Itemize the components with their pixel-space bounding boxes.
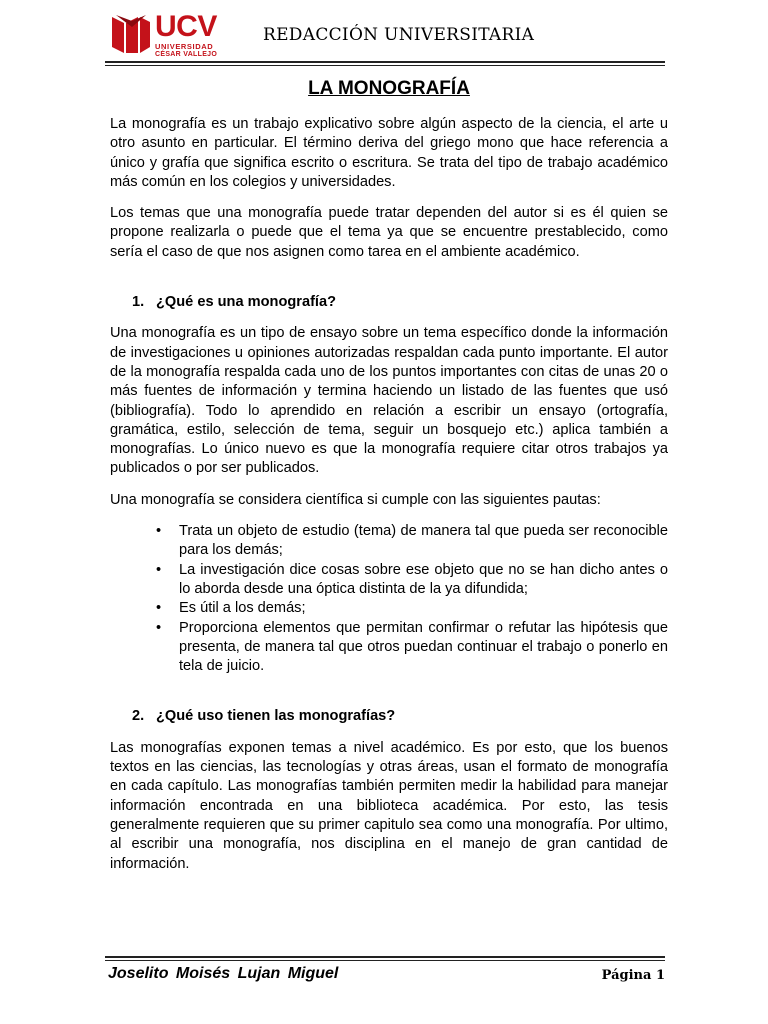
document-body [110, 76, 668, 886]
page-header [0, 0, 768, 70]
section-number: 1. [132, 294, 145, 311]
logo-wordmark: UCV [155, 10, 217, 43]
list-item [156, 619, 668, 677]
university-logo [110, 10, 242, 58]
intro-paragraph: La monografía es un trabajo explicativo sobre algún aspecto de la ciencia, el arte u otro asunto en particular. El término deriva del griego mono que hace referencia a único y grafía que significa escrito o escritura. Se trata del tipo de trabajo académico más común en los colegios y universidades. [110, 116, 668, 190]
header-divider-thin [105, 65, 665, 66]
section1-paragraph: Una monografía se considera científica si cumple con las siguientes pautas: [110, 491, 601, 508]
list-item [156, 599, 668, 618]
logo-subtitle-1: UNIVERSIDAD [155, 42, 214, 51]
list-item-text: La investigación dice cosas sobre ese objeto que no se han dicho antes o lo aborda desde una óptica distinta de la ya difundida; [179, 561, 668, 597]
document-title: LA MONOGRAFÍA [308, 78, 470, 99]
footer-divider-thin [105, 960, 665, 961]
ucv-shield-icon [110, 13, 152, 55]
list-item [156, 522, 668, 561]
list-item-text: Proporciona elementos que permitan confirmar o refutar las hipótesis que presenta, de manera tal que otros puedan continuar el trabajo o ponerlo en tela de juicio. [179, 619, 668, 675]
bullet-icon: • [156, 561, 162, 578]
page-footer [105, 950, 665, 990]
list-item-text: Es útil a los demás; [179, 600, 306, 617]
bullet-icon: • [156, 619, 162, 636]
criteria-list [110, 522, 668, 676]
page-number: Página 1 [601, 968, 665, 983]
section-heading-1 [132, 293, 668, 312]
footer-divider [105, 956, 665, 958]
section-heading-2 [132, 707, 668, 726]
header-divider [105, 61, 665, 63]
section-number: 2. [132, 708, 145, 725]
section2-paragraph: Las monografías exponen temas a nivel académico. Es por esto, que los buenos textos en las ciencias, las tecnologías y otras áreas, usan el formato de monografía en cada capítulo. Las monografías también permiten medir la habilidad para manejar información encontrada en una biblioteca académica. Por esto, las tesis generalmente requieren que su primer capitulo sea como una monografía. Por ultimo, al escribir una monografía, nos disciplina en el manejo de gran cantidad de información. [110, 739, 668, 872]
section-heading-text: ¿Qué es una monografía? [156, 294, 337, 311]
header-title: REDACCIÓN UNIVERSITARIA [263, 25, 535, 45]
list-item [156, 561, 668, 600]
footer-author: Joselito Moisés Lujan Miguel [108, 965, 339, 982]
section1-paragraph: Una monografía es un tipo de ensayo sobre un tema específico donde la información de investigaciones u opiniones autorizadas respaldan cada punto importante. El autor de la monografía respalda cada uno de los puntos importantes con citas de unas 20 o más fuentes de información y termina haciendo un listado de las fuentes que usó (bibliografía). Todo lo aprendido en relación a escribir un ensayo (ortografía, gramática, estilo, selección de tema, seguir un bosquejo etc.) aplica también a monografías. Lo único nuevo es que la monografía requiere citar otros trabajos ya publicados o por ser publicados. [110, 325, 668, 477]
list-item-text: Trata un objeto de estudio (tema) de manera tal que pueda ser reconocible para los demás; [179, 523, 668, 559]
logo-subtitle-2: CÉSAR VALLEJO [155, 51, 218, 58]
intro-paragraph: Los temas que una monografía puede tratar dependen del autor si es él quien se propone realizarla o puede que el tema ya que se encuentre prestablecido, como sería el caso de que nos asignen como tarea en el ambiente académico. [110, 205, 668, 260]
section-heading-text: ¿Qué uso tienen las monografías? [156, 708, 396, 725]
bullet-icon: • [156, 523, 162, 540]
bullet-icon: • [156, 600, 162, 617]
